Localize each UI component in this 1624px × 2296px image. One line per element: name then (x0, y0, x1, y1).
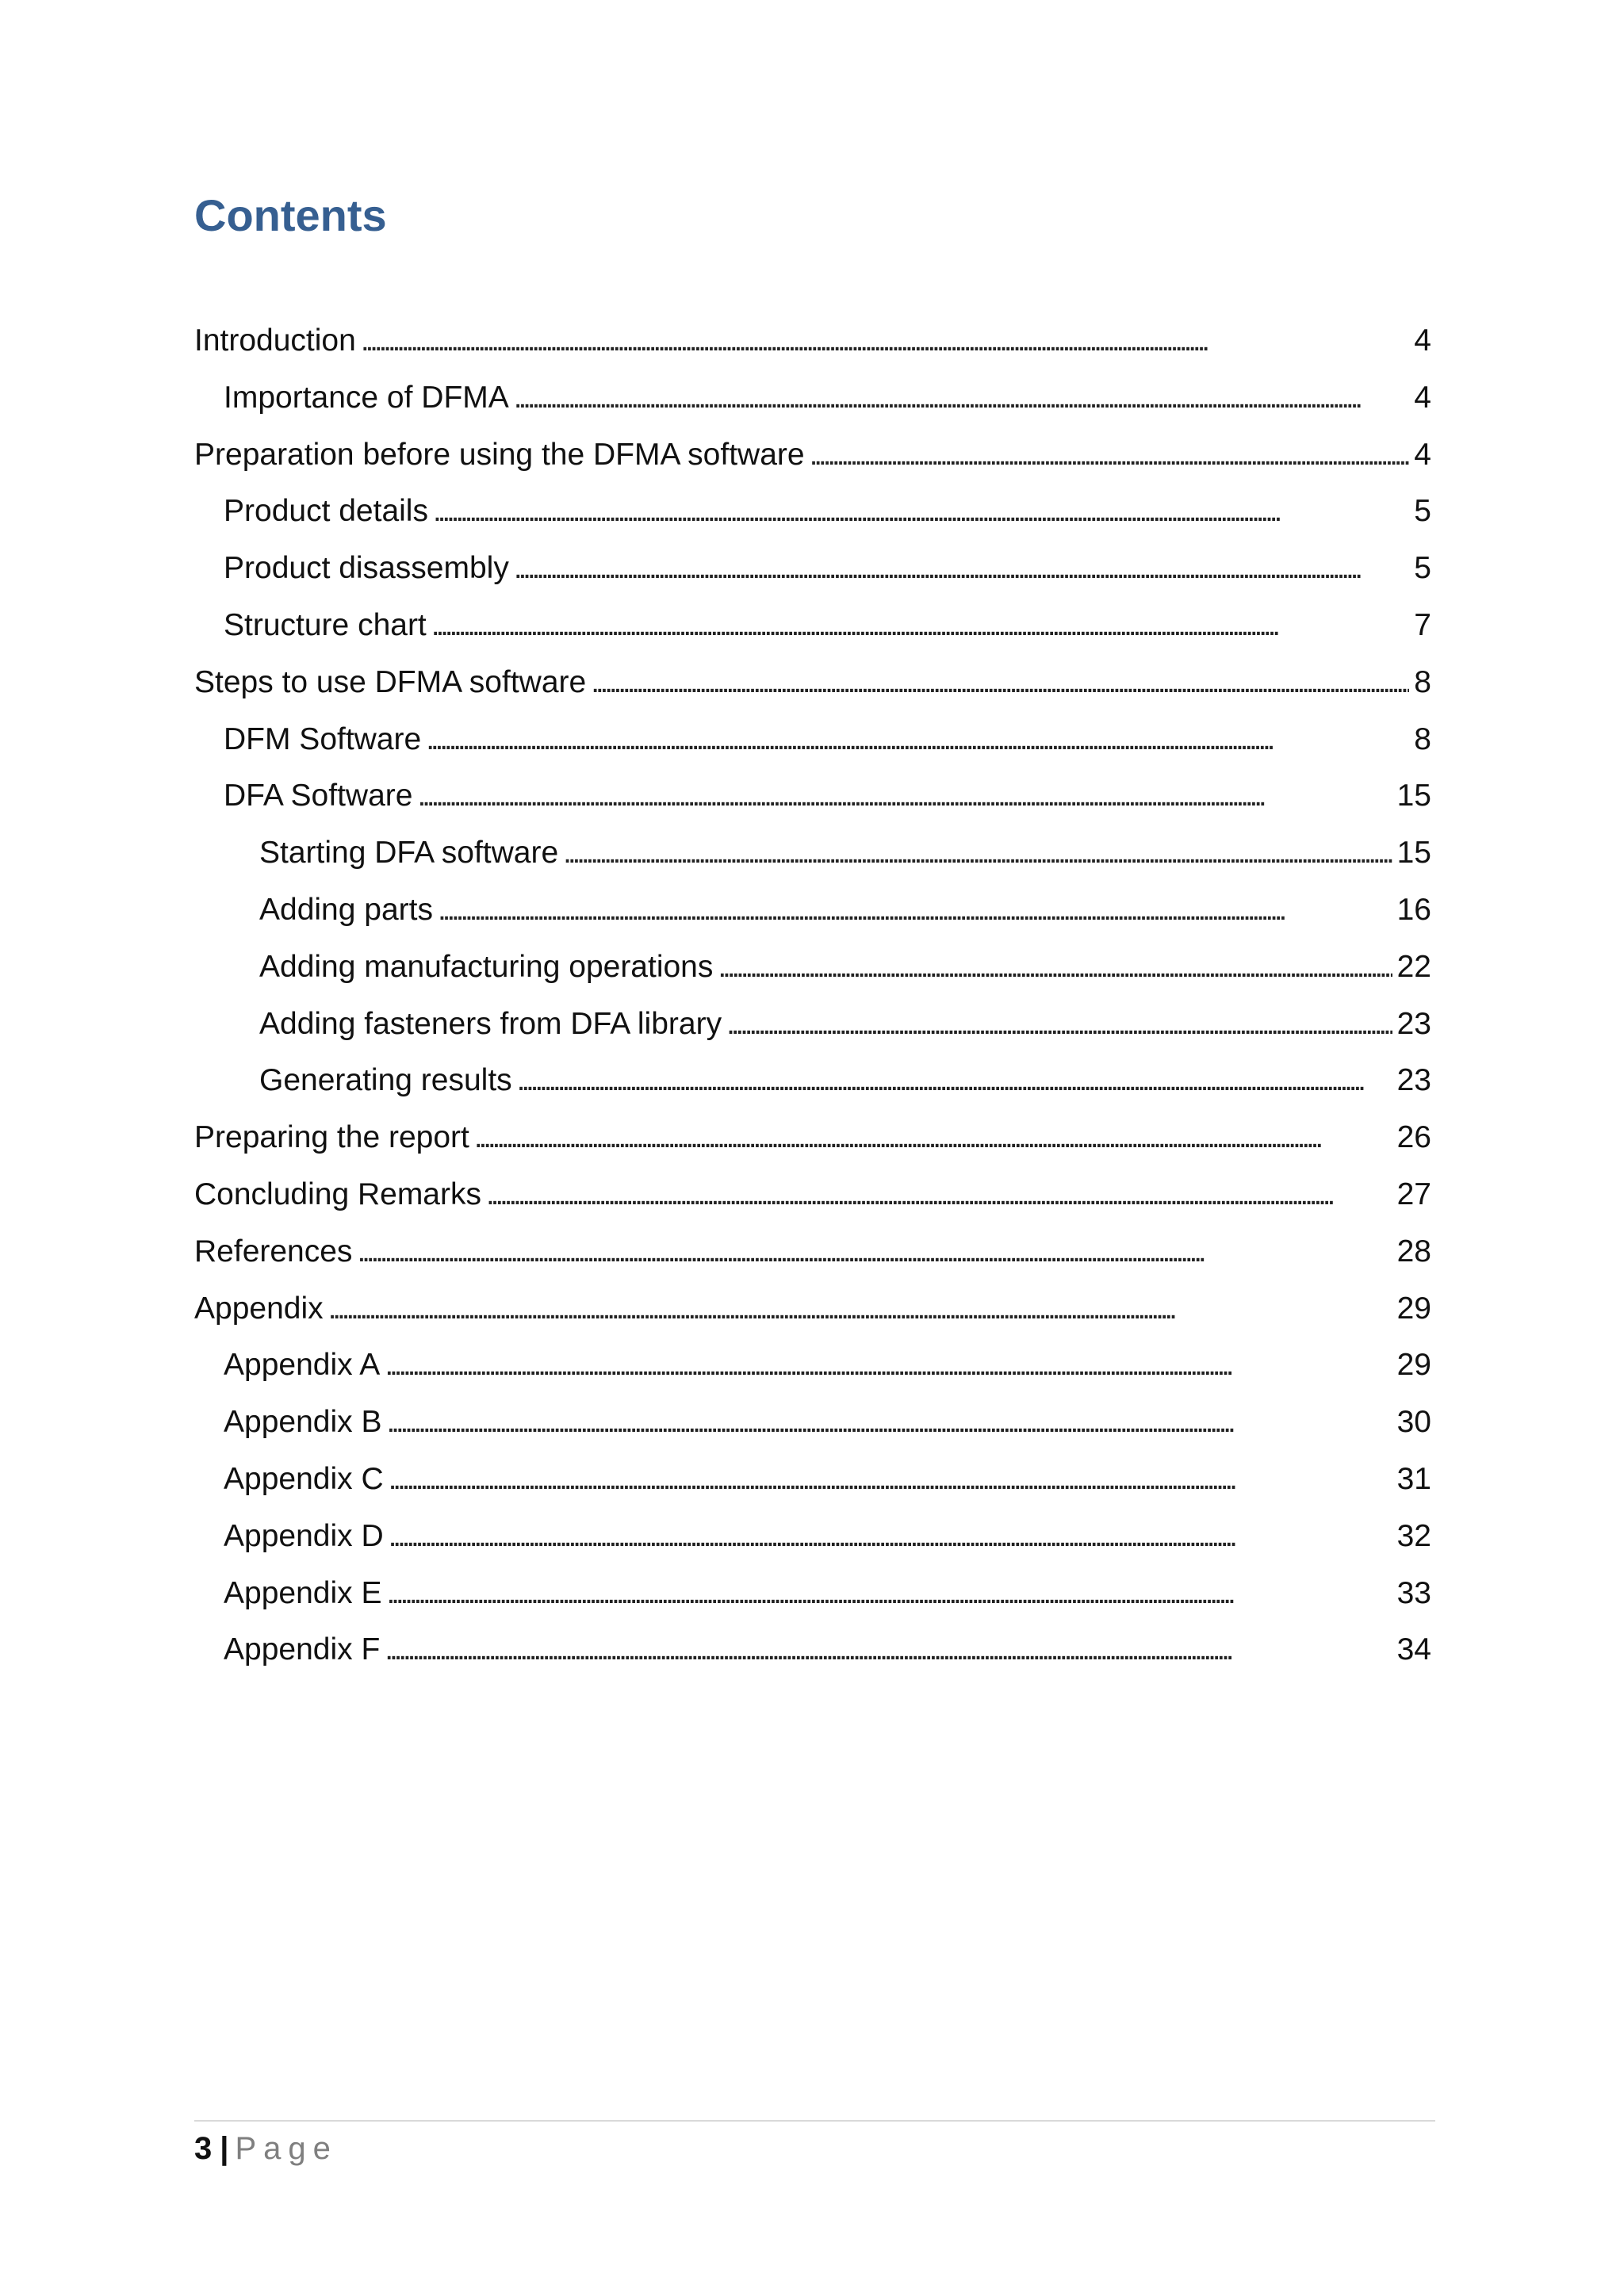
toc-dot-leader (514, 369, 1410, 427)
toc-entry[interactable] (194, 654, 1431, 711)
toc-entry-label[interactable]: Adding fasteners from DFA library (259, 1006, 722, 1041)
toc-entry-page-number[interactable]: 22 (1396, 949, 1431, 984)
toc-entry[interactable] (194, 483, 1431, 540)
toc-dot-leader (517, 1052, 1392, 1109)
toc-entry-label[interactable]: Structure chart (224, 607, 427, 642)
toc-entry-page-number[interactable]: 4 (1414, 380, 1431, 415)
page-footer (194, 2125, 338, 2172)
toc-entry[interactable] (194, 1223, 1431, 1280)
toc-entry[interactable] (194, 767, 1431, 825)
toc-entry-page-number[interactable]: 26 (1396, 1120, 1431, 1155)
toc-entry[interactable] (194, 427, 1431, 484)
table-of-contents (194, 312, 1431, 1678)
toc-dot-leader (389, 1451, 1392, 1508)
toc-entry[interactable] (194, 1451, 1431, 1508)
toc-entry-label[interactable]: References (194, 1234, 353, 1269)
toc-entry[interactable] (194, 1394, 1431, 1451)
toc-entry-label[interactable]: DFA Software (224, 779, 413, 813)
toc-dot-leader (474, 1109, 1392, 1166)
toc-entry-label[interactable]: Concluding Remarks (194, 1177, 481, 1211)
toc-entry-label[interactable]: Adding manufacturing operations (259, 949, 714, 984)
toc-dot-leader (386, 1394, 1392, 1451)
footer-page-label: Page (235, 2131, 338, 2166)
toc-entry-label[interactable]: Appendix F (224, 1632, 381, 1667)
toc-dot-leader (385, 1337, 1392, 1394)
toc-dot-leader (718, 939, 1392, 996)
toc-entry-page-number[interactable]: 23 (1396, 1063, 1431, 1098)
toc-dot-leader (810, 427, 1410, 484)
toc-dot-leader (514, 540, 1409, 597)
toc-entry[interactable] (194, 882, 1431, 939)
toc-entry-page-number[interactable]: 8 (1414, 664, 1431, 699)
toc-entry[interactable] (194, 1565, 1431, 1622)
toc-entry[interactable] (194, 996, 1431, 1053)
toc-dot-leader (431, 597, 1410, 654)
toc-entry-label[interactable]: Steps to use DFMA software (194, 664, 587, 699)
toc-entry-label[interactable]: Adding parts (259, 892, 433, 927)
toc-entry-page-number[interactable]: 4 (1414, 437, 1431, 472)
toc-entry-page-number[interactable]: 27 (1396, 1177, 1431, 1211)
toc-entry[interactable] (194, 1052, 1431, 1109)
toc-entry-page-number[interactable]: 29 (1396, 1291, 1431, 1326)
toc-dot-leader (357, 1223, 1392, 1280)
toc-entry-label[interactable]: Starting DFA software (259, 836, 559, 871)
toc-entry[interactable] (194, 1508, 1431, 1565)
toc-entry-page-number[interactable]: 34 (1396, 1632, 1431, 1667)
toc-entry[interactable] (194, 312, 1431, 369)
toc-entry[interactable] (194, 1337, 1431, 1394)
toc-entry[interactable] (194, 1280, 1431, 1337)
toc-entry[interactable] (194, 939, 1431, 996)
toc-entry-label[interactable]: Appendix E (224, 1575, 382, 1610)
toc-entry-page-number[interactable]: 28 (1396, 1234, 1431, 1269)
toc-dot-leader (563, 825, 1392, 882)
toc-entry-page-number[interactable]: 29 (1396, 1348, 1431, 1383)
toc-entry-page-number[interactable]: 15 (1396, 779, 1431, 813)
toc-entry-label[interactable]: Introduction (194, 323, 356, 358)
toc-entry[interactable] (194, 825, 1431, 882)
toc-entry-label[interactable]: Importance of DFMA (224, 380, 509, 415)
toc-entry[interactable] (194, 597, 1431, 654)
toc-entry[interactable] (194, 1621, 1431, 1678)
toc-entry-label[interactable]: Appendix D (224, 1518, 384, 1553)
toc-dot-leader (726, 996, 1392, 1053)
toc-entry-page-number[interactable]: 5 (1414, 494, 1431, 529)
toc-dot-leader (389, 1508, 1392, 1565)
toc-dot-leader (433, 483, 1409, 540)
toc-entry-page-number[interactable]: 23 (1396, 1006, 1431, 1041)
toc-entry[interactable] (194, 1109, 1431, 1166)
toc-entry[interactable] (194, 1166, 1431, 1223)
footer-divider (194, 2120, 1435, 2122)
toc-entry-page-number[interactable]: 33 (1396, 1575, 1431, 1610)
toc-entry-label[interactable]: Generating results (259, 1063, 512, 1098)
toc-entry[interactable] (194, 369, 1431, 427)
toc-dot-leader (591, 654, 1409, 711)
toc-dot-leader (417, 767, 1392, 825)
toc-dot-leader (385, 1621, 1392, 1678)
toc-entry[interactable] (194, 711, 1431, 768)
toc-entry-page-number[interactable]: 30 (1396, 1405, 1431, 1440)
toc-entry-page-number[interactable]: 5 (1414, 551, 1431, 586)
toc-entry-label[interactable]: DFM Software (224, 721, 422, 756)
toc-dot-leader (361, 312, 1409, 369)
toc-entry-label[interactable]: Preparing the report (194, 1120, 469, 1155)
footer-page-number: 3 (194, 2131, 213, 2166)
toc-entry-page-number[interactable]: 32 (1396, 1518, 1431, 1553)
toc-dot-leader (328, 1280, 1392, 1337)
toc-dot-leader (386, 1565, 1392, 1622)
toc-entry-page-number[interactable]: 8 (1414, 721, 1431, 756)
toc-title: Contents (194, 190, 387, 240)
toc-entry-label[interactable]: Appendix B (224, 1405, 382, 1440)
toc-dot-leader (426, 711, 1409, 768)
toc-entry-label[interactable]: Appendix (194, 1291, 324, 1326)
toc-entry-label[interactable]: Product disassembly (224, 551, 509, 586)
toc-entry-label[interactable]: Appendix C (224, 1461, 384, 1496)
toc-entry-label[interactable]: Appendix A (224, 1348, 381, 1383)
footer-separator: | (220, 2131, 229, 2166)
toc-entry-label[interactable]: Preparation before using the DFMA software (194, 437, 805, 472)
toc-entry-page-number[interactable]: 31 (1396, 1461, 1431, 1496)
toc-entry-page-number[interactable]: 4 (1414, 323, 1431, 358)
toc-dot-leader (486, 1166, 1392, 1223)
toc-dot-leader (438, 882, 1392, 939)
toc-entry-page-number[interactable]: 15 (1396, 836, 1431, 871)
toc-entry-page-number[interactable]: 16 (1396, 892, 1431, 927)
toc-entry-page-number[interactable]: 7 (1414, 607, 1431, 642)
toc-entry-label[interactable]: Product details (224, 494, 428, 529)
toc-entry[interactable] (194, 540, 1431, 597)
